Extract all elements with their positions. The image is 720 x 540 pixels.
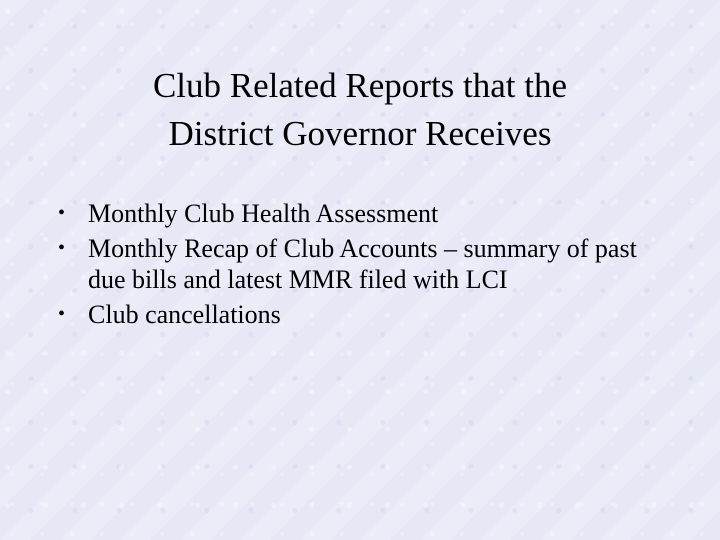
bullet-item-club-cancellations [56, 299, 676, 330]
bullet-icon: • [58, 202, 66, 224]
slide-title [60, 62, 660, 158]
bullet-text: Monthly Club Health Assessment [88, 199, 439, 228]
bullet-list [56, 198, 676, 334]
bullet-icon: • [58, 303, 66, 325]
bullet-item-health-assessment [56, 198, 676, 229]
slide-title-line-2: District Governor Receives [168, 114, 552, 153]
bullet-icon: • [58, 237, 66, 259]
bullet-item-recap-accounts [56, 233, 676, 295]
bullet-text: Monthly Recap of Club Accounts – summary of past due bills and latest MMR filed with LCI [88, 234, 637, 294]
bullet-text: Club cancellations [88, 300, 281, 329]
slide-title-line-1: Club Related Reports that the [152, 66, 568, 105]
